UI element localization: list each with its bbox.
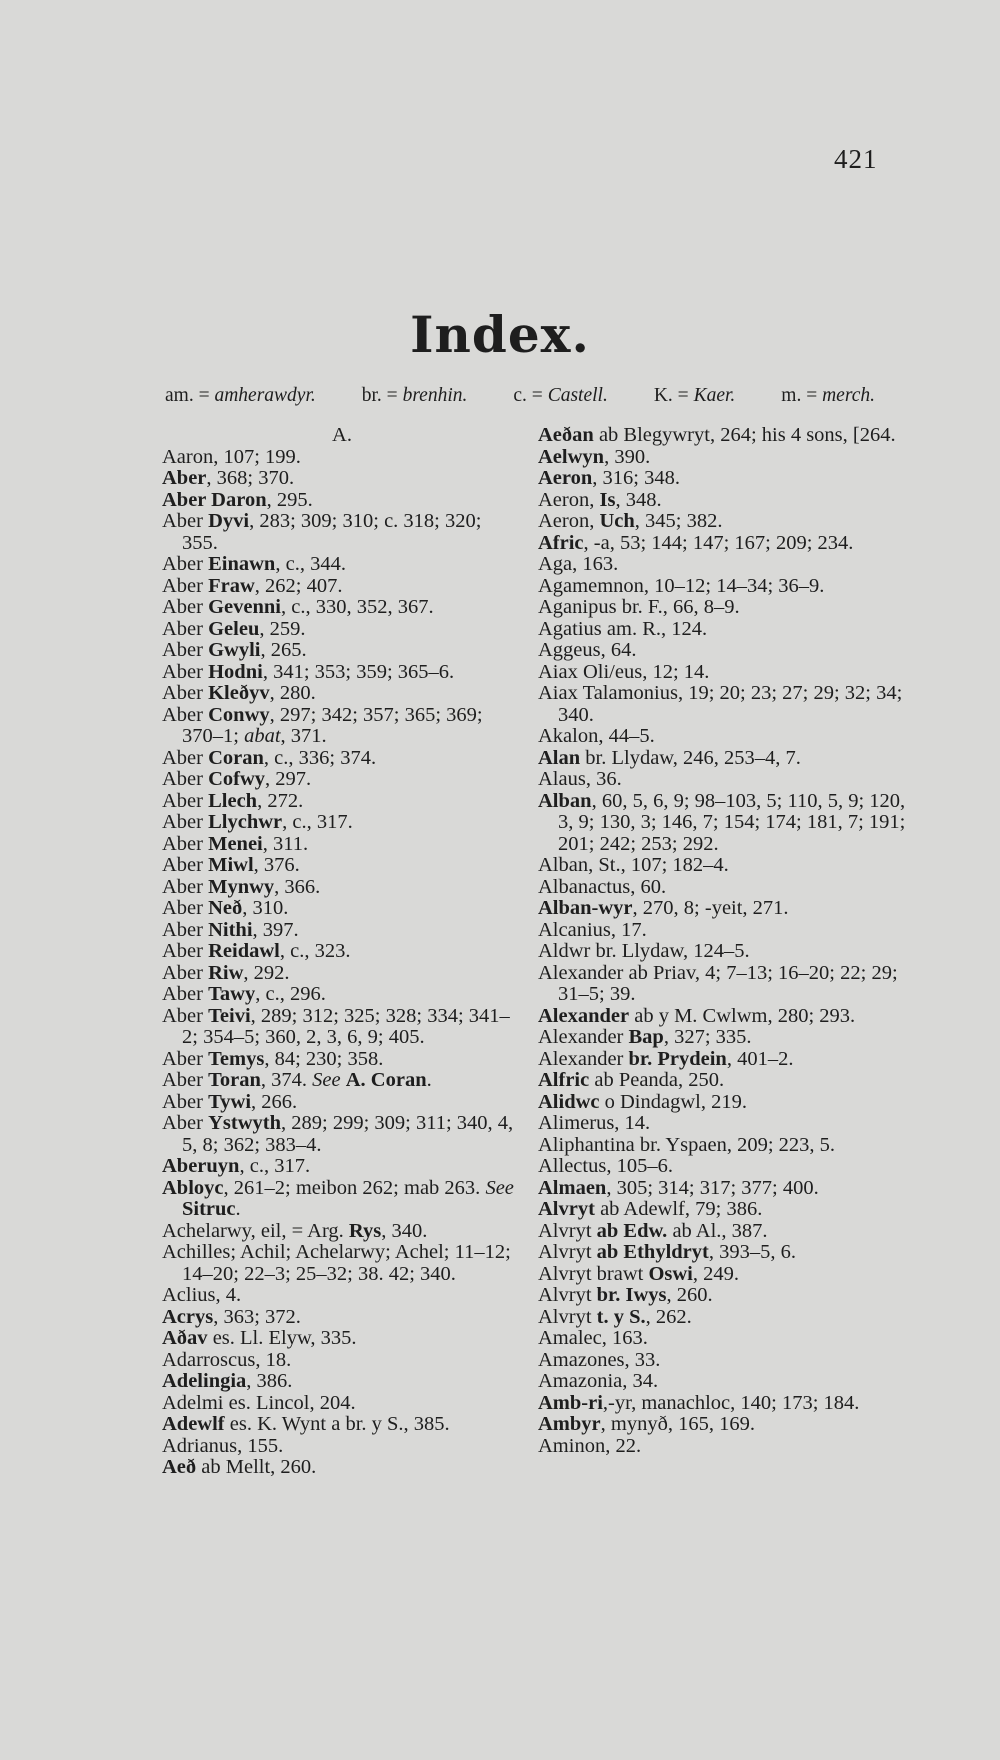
index-entry: Aclius, 4. [162,1284,242,1306]
index-entry: Aga, 163. [538,553,619,575]
index-entry: Aeron, Uch, 345; 382. [538,510,723,532]
index-entry: Allectus, 105–6. [538,1155,673,1177]
index-entry: Aber Dyvi, 283; 309; 310; c. 318; 320; 355. [162,510,482,554]
index-entry: Adrianus, 155. [162,1434,284,1457]
index-entry: Alan br. Llydaw, 246, 253–4, 7. [538,746,801,769]
index-entry: Aeron, Is, 348. [538,488,662,511]
abbreviation: am. = amherawdyr. [165,385,316,406]
index-entry: Aber Llech, 272. [162,789,304,812]
index-entry: Aganipus br. F., 66, 8–9. [538,596,740,618]
index-entry: Aber Geleu, 259. [162,617,306,640]
index-entry: Aber Teivi, 289; 312; 325; 328; 334; 341–2; 354–5; 360, 2, 3, 6, 9; 405. [162,1004,510,1048]
index-entry: Aber Riw, 292. [162,961,290,984]
page-number: 421 [834,144,878,174]
index-entry: Aber Kleðyv, 280. [162,682,316,704]
index-entry: Aber Menei, 311. [162,832,309,855]
abbreviation: br. = brenhin. [361,385,468,406]
section-letter: A. [332,424,352,446]
index-entry: Aeron, 316; 348. [538,467,680,489]
index-entry: Adarroscus, 18. [162,1348,292,1371]
index-entry: Agatius am. R., 124. [538,617,708,640]
index-entry: Aber Toran, 374. See A. Coran. [162,1069,432,1091]
index-entry: Alvryt br. Iwys, 260. [538,1284,713,1306]
index-entry: Alimerus, 14. [538,1112,651,1134]
index-entry: Adelmi es. Lincol, 204. [162,1391,356,1414]
index-entry: Alexander br. Prydein, 401–2. [538,1047,794,1070]
index-entry: Aðav es. Ll. Elyw, 335. [162,1327,357,1349]
index-entry: Aber Einawn, c., 344. [162,553,346,575]
index-entry: Aber Llychwr, c., 317. [162,811,353,833]
index-entry: Amazones, 33. [538,1348,661,1371]
index-entry: Alexander ab y M. Cwlwm, 280; 293. [538,1004,856,1027]
index-entry: Aberuyn, c., 317. [162,1155,311,1177]
index-entry: Alvryt ab Ethyldryt, 393–5, 6. [538,1241,796,1263]
index-entry: Alexander ab Priav, 4; 7–13; 16–20; 22; 29; 31–5; 39. [538,961,898,1005]
index-entry: Acrys, 363; 372. [162,1305,301,1328]
index-entry: Aeð ab Mellt, 260. [162,1456,317,1478]
index-entry: Aiax Talamonius, 19; 20; 23; 27; 29; 32; 34; 340. [538,682,903,726]
index-entry: Aaron, 107; 199. [162,445,301,468]
index-entry: Alcanius, 17. [538,918,647,941]
index-column-right [538,425,906,1457]
index-entry: Alban, 60, 5, 6, 9; 98–103, 5; 110, 5, 9; 120, 3, 9; 130, 3; 146, 7; 154; 174; 181, 7; 191; 201; 242; 253; 292. [538,789,906,855]
index-entry: Aber Ystwyth, 289; 299; 309; 311; 340, 4, 5, 8; 362; 383–4. [162,1112,514,1156]
index-entry: Aber Temys, 84; 230; 358. [162,1047,384,1070]
index-entry: Adewlf es. K. Wynt a br. y S., 385. [162,1413,450,1435]
index-entry: Amalec, 163. [538,1327,648,1349]
index-entry: Alvryt t. y S., 262. [538,1305,692,1328]
index-title: Index. [410,305,590,364]
index-entry: Aliphantina br. Yspaen, 209; 223, 5. [538,1133,836,1156]
index-entry: Akalon, 44–5. [538,725,655,747]
index-entry: Aggeus, 64. [538,639,637,661]
index-entry: Alban-wyr, 270, 8; -yeit, 271. [538,897,789,919]
index-entry: Alvryt ab Edw. ab Al., 387. [538,1219,768,1242]
index-entry: Aber Reidawl, c., 323. [162,940,351,962]
index-entry: Achelarwy, eil, = Arg. Rys, 340. [162,1219,428,1242]
index-entry: Aber Coran, c., 336; 374. [162,746,377,769]
index-entry: Alexander Bap, 327; 335. [538,1026,752,1048]
index-entry: Aber Hodni, 341; 353; 359; 365–6. [162,660,455,683]
index-entry: Amb-ri,-yr, manachloc, 140; 173; 184. [538,1391,860,1414]
index-entry: Aiax Oli/eus, 12; 14. [538,660,710,683]
index-entry: Alvryt ab Adewlf, 79; 386. [538,1198,763,1220]
index-entry: Aber, 368; 370. [162,467,295,489]
index-column-left [162,425,522,1479]
abbreviation: m. = merch. [781,385,875,406]
index-entry: Aber Neð, 310. [162,897,289,919]
index-entry: Afric, -a, 53; 144; 147; 167; 209; 234. [538,531,854,554]
index-entry: Aber Daron, 295. [162,488,313,511]
index-entry: Alban, St., 107; 182–4. [538,854,729,876]
index-entry: Alvryt brawt Oswi, 249. [538,1262,740,1285]
index-entry: Albanactus, 60. [538,875,667,898]
index-entry: Achilles; Achil; Achelarwy; Achel; 11–12; 14–20; 22–3; 25–32; 38. 42; 340. [162,1241,511,1285]
index-entry: Aber Miwl, 376. [162,854,300,876]
index-entry: Aber Nithi, 397. [162,918,299,941]
index-entry: Aber Mynwy, 366. [162,875,321,898]
index-entry: Aber Gevenni, c., 330, 352, 367. [162,596,434,618]
index-entry: Alaus, 36. [538,768,622,790]
index-entry: Aber Gwyli, 265. [162,639,307,661]
index-entry: Aber Conwy, 297; 342; 357; 365; 369; 370–1; abat, 371. [162,703,483,747]
index-entry: Ambyr, mynyð, 165, 169. [538,1413,755,1435]
index-entry: Aber Fraw, 262; 407. [162,574,343,597]
abbreviation: K. = Kaer. [653,385,736,406]
index-entry: Aber Tawy, c., 296. [162,983,326,1005]
index-entry: Aldwr br. Llydaw, 124–5. [538,940,750,962]
index-entry: Alfric ab Peanda, 250. [538,1069,725,1091]
index-entry: Almaen, 305; 314; 317; 377; 400. [538,1176,819,1199]
index-entry: Adelingia, 386. [162,1370,293,1392]
abbreviation: c. = Castell. [513,385,608,406]
abbreviation-key [165,385,875,407]
index-entry: Agamemnon, 10–12; 14–34; 36–9. [538,574,825,597]
index-entry: Aber Tywi, 266. [162,1090,298,1113]
index-entry: Abloyc, 261–2; meibon 262; mab 263. See Sitruc. [162,1176,514,1220]
index-entry: Aeðan ab Blegywryt, 264; his 4 sons, [264. [538,424,896,446]
index-entry: Aber Cofwy, 297. [162,768,312,790]
index-entry: Amazonia, 34. [538,1370,659,1392]
index-entry: Aminon, 22. [538,1434,642,1457]
index-entry: Alidwc o Dindagwl, 219. [538,1090,747,1113]
index-entry: Aelwyn, 390. [538,445,651,468]
